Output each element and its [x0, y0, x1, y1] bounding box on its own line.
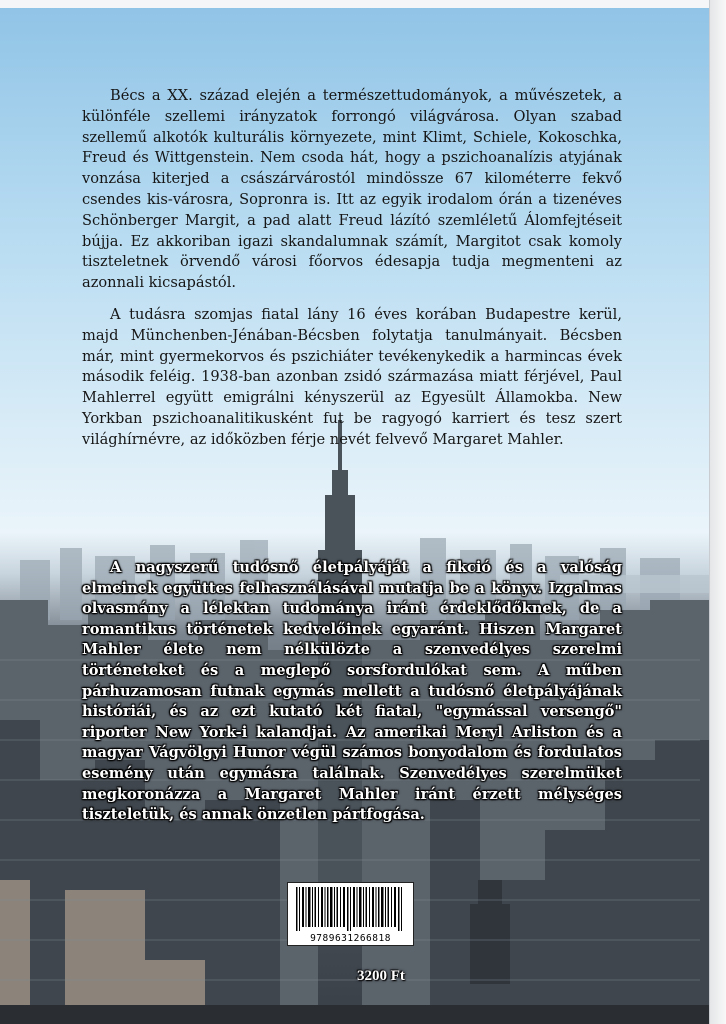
price-label: 3200 Ft: [357, 968, 405, 984]
barcode-bars: [288, 885, 413, 933]
lower-paragraph: A nagyszerű tudósnő életpályáját a fikció és a valóság elmeinek együttes felhasználásával mutatja be a könyv. Izgalmas olvasmány a lélektan tudománya iránt érdeklődőknek, de a romantikus történetek kedvelőinek egyaránt. Hiszen Margaret Mahler élete nem nélkülözte a szenvedélyes szerelmi történeteket és a meglepő sorsfordulókat sem. A műben párhuzamosan futnak egymás mellett a tudósnő életpályájának históriái, és az ezt kutató két fiatal, "egymással versengő" riporter New York-i kalandjai. Az amerikai Meryl Arliston és a magyar Vágvölgyi Hunor végül számos bonyodalom és fordulatos esemény után egymásra találnak. Szenvedélyes szerelmüket megkoronázza a Margaret Mahler iránt érzett mélységes tiszteletük, és annak önzetlen pártfogása.: [82, 559, 622, 824]
barcode-digits: 9789631266818: [310, 933, 391, 944]
page-top-edge: [0, 0, 726, 8]
barcode: [287, 882, 414, 946]
paragraph-2: A tudásra szomjas fiatal lány 16 éves korában Budapestre kerül, majd Münchenben-Jénában-Bécsben folytatja tanulmányait. Bécsben már, mint gyermekorvos és pszichiáter tevékenykedik a harmincas évek második feléig. 1938-ban azonban zsidó származása miatt férjével, Paul Mahlerrel együtt emigrálni kényszerül az Egyesült Államokba. New Yorkban pszichoanalitikusként fut be ragyogó karriert és tesz szert világhírnévre, az időközben férje nevét felvevő Margaret Mahler.: [82, 305, 622, 448]
paragraph-1: Bécs a XX. század elején a természettudományok, a művészetek, a különféle szellemi irányzatok forrongó világvárosa. Olyan szabad szellemű alkotók kulturális környezete, mint Klimt, Schiele, Kokoschka, Freud és Wittgenstein. Nem csoda hát, hogy a pszichoanalízis atyjának vonzása kiterjed a császárvárostól mindössze 67 kilométerre fekvő csendes kis-városra, Sopronra is. Itt az egyik irodalom órán a tizenéves Schönberger Margit, a pad alatt Freud lázító szemléletű Álomfejtéseit bújja. Ez akkoriban igazi skandalumnak számít, Margitot csak komoly tiszteletnek örvendő városi főorvos édesapja tudja megmenteni az azonnali kicsapástól.: [82, 87, 622, 292]
book-spine-edge: [709, 0, 726, 1024]
upper-text-block: [82, 86, 622, 462]
